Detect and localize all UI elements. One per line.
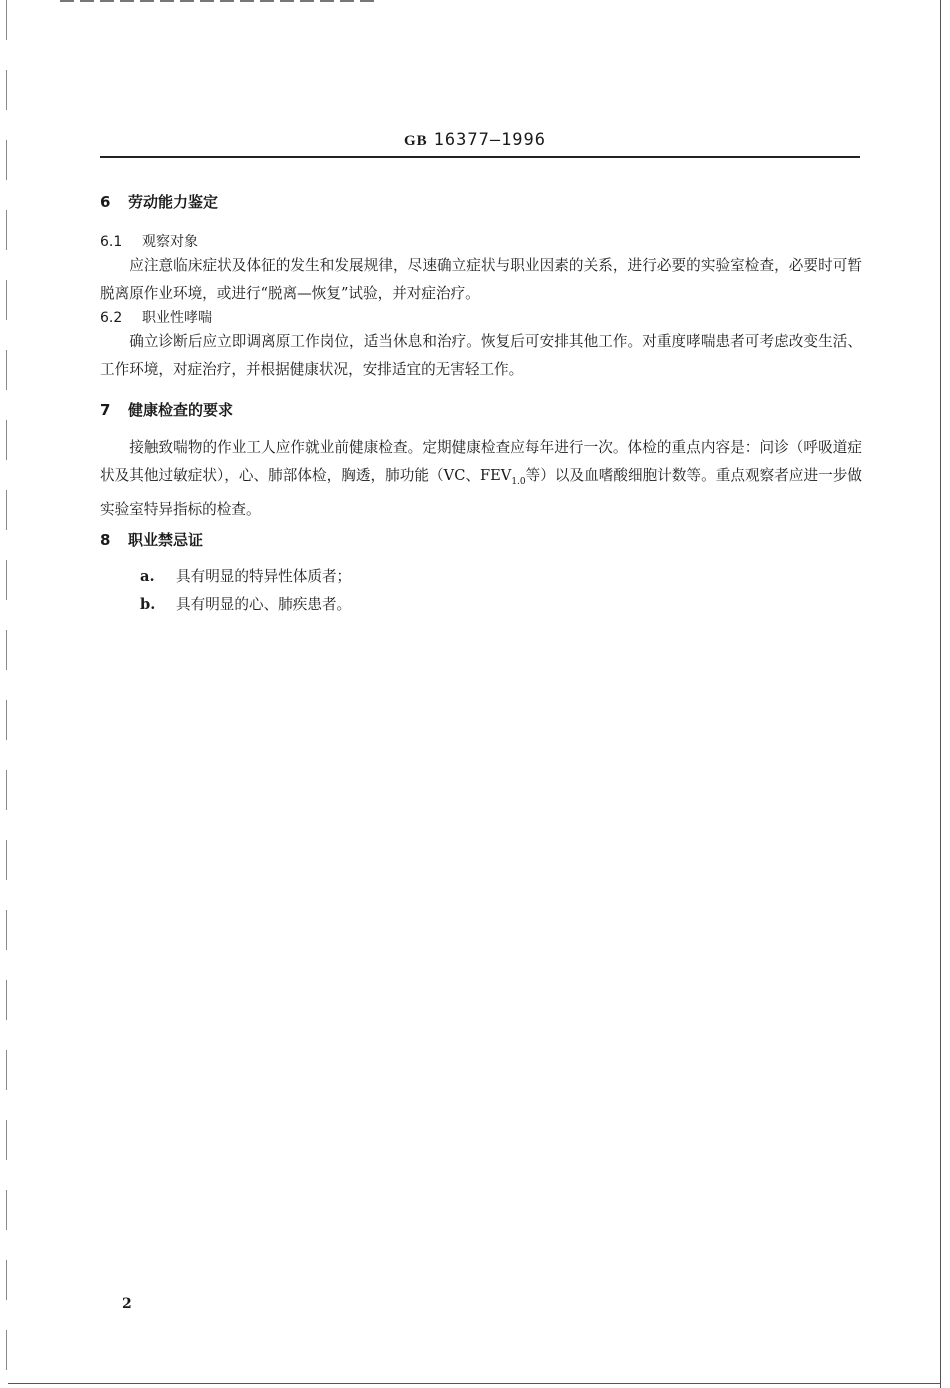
subsection-number: 6.2 — [100, 310, 123, 326]
section-title: 健康检查的要求 — [128, 401, 234, 419]
paragraph-text-part-2: 等）以及血嗜酸细胞计数等。重点观察者应进一步做实验室特异指标的检查。 — [100, 467, 862, 518]
standard-prefix: GB — [403, 133, 428, 149]
section-number: 8 — [100, 531, 111, 549]
list-item — [100, 562, 862, 592]
section-7-paragraph — [100, 434, 862, 524]
list-item-text: 具有明显的心、肺疾患者。 — [176, 596, 352, 613]
scan-edge-bottom — [8, 1383, 940, 1384]
section-6-heading — [100, 188, 862, 216]
section-title: 职业禁忌证 — [128, 531, 204, 549]
page-number: 2 — [122, 1296, 132, 1312]
standard-code-header — [0, 130, 950, 150]
section-number: 6 — [100, 193, 111, 211]
scan-edge-right — [940, 0, 941, 1388]
list-item-text: 具有明显的特异性体质者； — [176, 568, 352, 585]
list-marker: a. — [140, 568, 155, 585]
section-8-heading — [100, 526, 862, 554]
list-item — [100, 590, 862, 620]
section-title: 劳动能力鉴定 — [128, 193, 219, 211]
standard-number: 16377—1996 — [433, 130, 547, 150]
section-number: 7 — [100, 401, 111, 419]
scan-edge-top — [60, 0, 380, 2]
subsection-title: 职业性哮喘 — [142, 310, 212, 326]
paragraph-text-part-1: 接触致喘物的作业工人应作就业前健康检查。定期健康检查应每年进行一次。体检的重点内容是：问诊（呼吸道症状及其他过敏症状），心、肺部体检，胸透，肺功能（VC、FEV — [100, 439, 862, 484]
subsection-6-2-paragraph: 确立诊断后应立即调离原工作岗位，适当休息和治疗。恢复后可安排其他工作。对重度哮喘患者可考虑改变生活、工作环境，对症治疗，并根据健康状况，安排适宜的无害轻工作。 — [100, 333, 862, 378]
subsection-title: 观察对象 — [142, 234, 198, 250]
fev-subscript: 1.0 — [511, 476, 526, 487]
subsection-number: 6.1 — [100, 234, 123, 250]
list-marker: b. — [140, 596, 156, 613]
scan-edge-left — [6, 0, 7, 1388]
section-7-heading — [100, 396, 862, 424]
subsection-6-1-paragraph: 应注意临床症状及体征的发生和发展规律，尽速确立症状与职业因素的关系，进行必要的实验室检查，必要时可暂脱离原作业环境，或进行“脱离—恢复”试验，并对症治疗。 — [100, 257, 862, 302]
header-rule — [100, 156, 860, 158]
